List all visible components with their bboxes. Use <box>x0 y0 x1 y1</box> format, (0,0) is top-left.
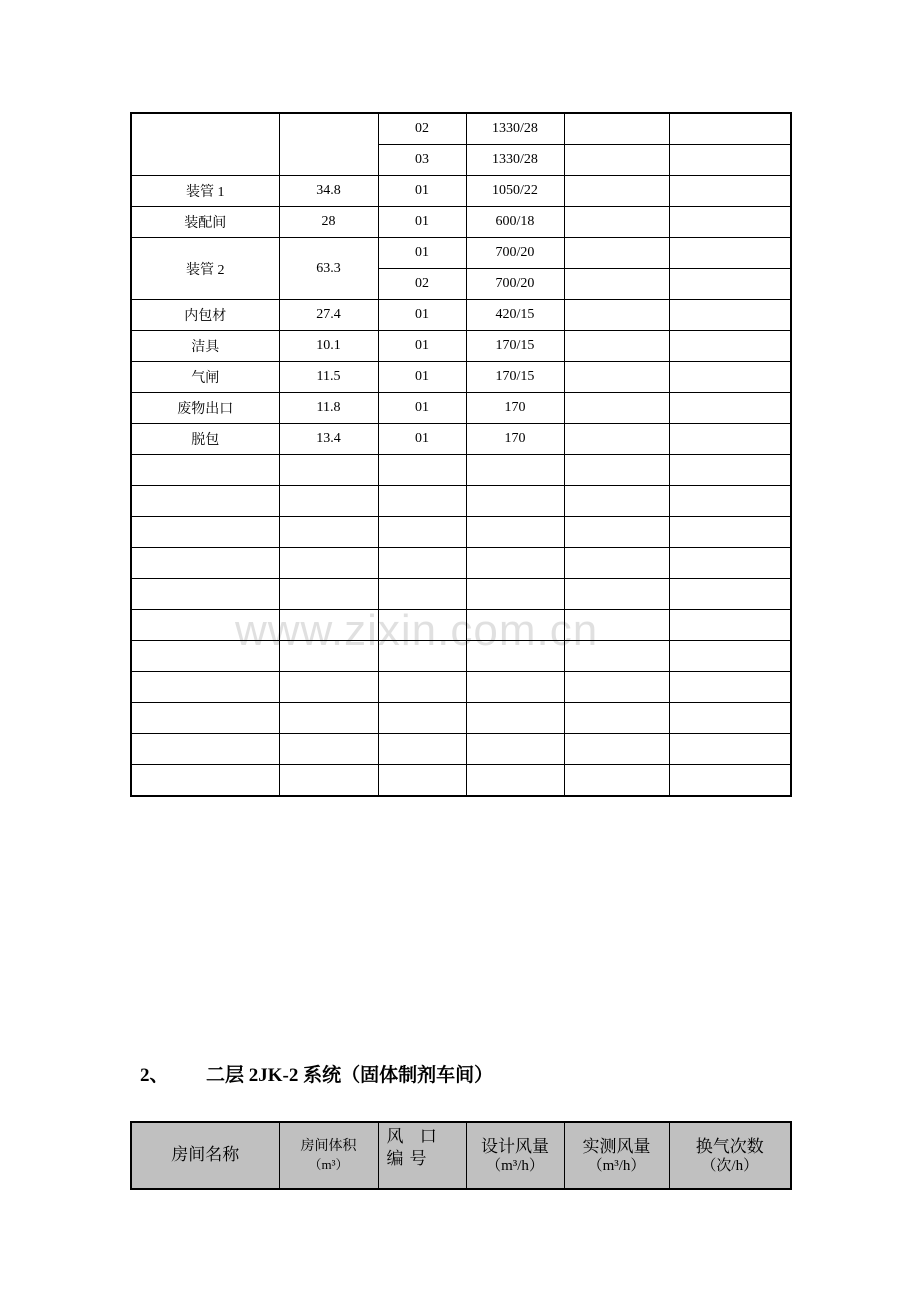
room-volume-cell: 10.1 <box>279 331 378 362</box>
measured-airflow-cell <box>564 269 669 300</box>
empty-cell <box>378 765 466 797</box>
air-changes-cell <box>669 331 791 362</box>
design-airflow-cell: 170/15 <box>466 331 564 362</box>
air-changes-cell <box>669 113 791 145</box>
room-name-cell: 装管 1 <box>131 176 279 207</box>
empty-cell <box>279 548 378 579</box>
table-row <box>131 331 791 362</box>
empty-cell <box>279 672 378 703</box>
empty-cell <box>466 517 564 548</box>
empty-cell <box>378 486 466 517</box>
design-airflow-cell: 170 <box>466 393 564 424</box>
air-changes-cell <box>669 362 791 393</box>
empty-cell <box>378 548 466 579</box>
empty-cell <box>466 672 564 703</box>
table-row <box>131 300 791 331</box>
empty-cell <box>564 548 669 579</box>
watermark: www.zixin.com.cn <box>235 606 599 655</box>
room-name-cell: 装管 2 <box>131 238 279 300</box>
room-name-cell: 气闸 <box>131 362 279 393</box>
air-changes-cell <box>669 269 791 300</box>
room-volume-cell: 11.5 <box>279 362 378 393</box>
section-number: 2、 <box>140 1065 169 1086</box>
empty-cell <box>279 641 378 672</box>
empty-cell <box>466 734 564 765</box>
empty-table-row <box>131 765 791 797</box>
section-title: 二层 2JK-2 系统（固体制剂车间） <box>206 1065 494 1086</box>
empty-cell <box>564 610 669 641</box>
empty-cell <box>378 579 466 610</box>
empty-cell <box>378 610 466 641</box>
room-name-cell: 脱包 <box>131 424 279 455</box>
room-volume-cell: 11.8 <box>279 393 378 424</box>
design-airflow-cell: 1050/22 <box>466 176 564 207</box>
section-heading <box>140 1060 493 1087</box>
measured-airflow-cell <box>564 145 669 176</box>
empty-cell <box>669 579 791 610</box>
empty-cell <box>564 455 669 486</box>
empty-cell <box>466 765 564 797</box>
empty-cell <box>378 703 466 734</box>
air-changes-cell <box>669 207 791 238</box>
table-row <box>131 207 791 238</box>
outlet-number-cell: 01 <box>378 331 466 362</box>
room-name-cell: 洁具 <box>131 331 279 362</box>
empty-cell <box>564 672 669 703</box>
empty-table-row <box>131 610 791 641</box>
empty-cell <box>131 486 279 517</box>
measured-airflow-cell <box>564 393 669 424</box>
outlet-number-cell: 01 <box>378 393 466 424</box>
empty-cell <box>279 765 378 797</box>
empty-cell <box>564 486 669 517</box>
design-airflow-cell: 700/20 <box>466 269 564 300</box>
empty-cell <box>279 703 378 734</box>
empty-cell <box>378 641 466 672</box>
measured-airflow-cell <box>564 176 669 207</box>
table-row <box>131 176 791 207</box>
empty-cell <box>466 703 564 734</box>
empty-cell <box>131 672 279 703</box>
empty-cell <box>279 455 378 486</box>
outlet-number-cell: 02 <box>378 269 466 300</box>
empty-cell <box>669 765 791 797</box>
empty-cell <box>378 672 466 703</box>
empty-table-row <box>131 672 791 703</box>
measured-airflow-cell <box>564 113 669 145</box>
empty-cell <box>131 610 279 641</box>
measured-airflow-cell <box>564 424 669 455</box>
empty-cell <box>466 610 564 641</box>
empty-table-row <box>131 548 791 579</box>
table-row <box>131 238 791 269</box>
air-changes-cell <box>669 145 791 176</box>
empty-cell <box>564 765 669 797</box>
air-changes-cell <box>669 300 791 331</box>
air-changes-cell <box>669 393 791 424</box>
empty-cell <box>279 486 378 517</box>
air-changes-cell <box>669 424 791 455</box>
table-row <box>131 424 791 455</box>
room-name-cell: 内包材 <box>131 300 279 331</box>
empty-cell <box>131 579 279 610</box>
empty-cell <box>279 734 378 765</box>
outlet-number-cell: 02 <box>378 113 466 145</box>
outlet-number-cell: 01 <box>378 207 466 238</box>
empty-cell <box>564 517 669 548</box>
table-row <box>131 362 791 393</box>
empty-cell <box>669 703 791 734</box>
empty-cell <box>669 672 791 703</box>
empty-cell <box>669 734 791 765</box>
empty-cell <box>564 641 669 672</box>
header-air-changes: 换气次数 （次/h） <box>669 1122 791 1189</box>
empty-cell <box>466 548 564 579</box>
air-volume-table-continued <box>130 112 792 797</box>
room-name-cell: 废物出口 <box>131 393 279 424</box>
outlet-number-cell: 01 <box>378 424 466 455</box>
empty-cell <box>378 455 466 486</box>
design-airflow-cell: 1330/28 <box>466 145 564 176</box>
design-airflow-cell: 170 <box>466 424 564 455</box>
empty-cell <box>669 641 791 672</box>
outlet-number-cell: 03 <box>378 145 466 176</box>
outlet-number-cell: 01 <box>378 300 466 331</box>
empty-cell <box>131 703 279 734</box>
empty-cell <box>466 641 564 672</box>
empty-cell <box>466 486 564 517</box>
header-measured-airflow: 实测风量 （m³/h） <box>564 1122 669 1189</box>
empty-cell <box>669 455 791 486</box>
room-name-cell <box>131 113 279 176</box>
room-name-cell: 装配间 <box>131 207 279 238</box>
table-row <box>131 113 791 145</box>
header-outlet-number: 风 口 编号 <box>378 1122 466 1189</box>
header-room-name: 房间名称 <box>131 1122 279 1189</box>
empty-cell <box>131 455 279 486</box>
empty-cell <box>131 765 279 797</box>
empty-cell <box>466 579 564 610</box>
measured-airflow-cell <box>564 207 669 238</box>
empty-cell <box>669 486 791 517</box>
empty-table-row <box>131 517 791 548</box>
empty-cell <box>279 610 378 641</box>
empty-table-row <box>131 486 791 517</box>
outlet-number-cell: 01 <box>378 238 466 269</box>
empty-cell <box>279 579 378 610</box>
design-airflow-cell: 600/18 <box>466 207 564 238</box>
empty-cell <box>466 455 564 486</box>
design-airflow-cell: 1330/28 <box>466 113 564 145</box>
header-room-volume: 房间体积 （m³） <box>279 1122 378 1189</box>
empty-cell <box>378 517 466 548</box>
empty-cell <box>669 610 791 641</box>
room-volume-cell <box>279 113 378 176</box>
empty-cell <box>131 548 279 579</box>
empty-cell <box>131 734 279 765</box>
empty-table-row <box>131 455 791 486</box>
empty-cell <box>669 548 791 579</box>
empty-table-row <box>131 703 791 734</box>
measured-airflow-cell <box>564 331 669 362</box>
empty-cell <box>564 579 669 610</box>
table-row <box>131 393 791 424</box>
empty-cell <box>669 517 791 548</box>
measured-airflow-cell <box>564 300 669 331</box>
room-volume-cell: 27.4 <box>279 300 378 331</box>
design-airflow-cell: 170/15 <box>466 362 564 393</box>
outlet-number-cell: 01 <box>378 362 466 393</box>
empty-cell <box>564 734 669 765</box>
empty-cell <box>378 734 466 765</box>
measured-airflow-cell <box>564 362 669 393</box>
empty-cell <box>279 517 378 548</box>
design-airflow-cell: 420/15 <box>466 300 564 331</box>
room-volume-cell: 63.3 <box>279 238 378 300</box>
measured-airflow-cell <box>564 238 669 269</box>
air-changes-cell <box>669 176 791 207</box>
design-airflow-cell: 700/20 <box>466 238 564 269</box>
empty-table-row <box>131 734 791 765</box>
room-volume-cell: 34.8 <box>279 176 378 207</box>
room-volume-cell: 28 <box>279 207 378 238</box>
outlet-number-cell: 01 <box>378 176 466 207</box>
empty-cell <box>564 703 669 734</box>
air-volume-table-header <box>130 1121 792 1190</box>
empty-cell <box>131 641 279 672</box>
empty-table-row <box>131 641 791 672</box>
air-changes-cell <box>669 238 791 269</box>
empty-cell <box>131 517 279 548</box>
header-row <box>131 1122 791 1189</box>
empty-table-row <box>131 579 791 610</box>
room-volume-cell: 13.4 <box>279 424 378 455</box>
header-design-airflow: 设计风量 （m³/h） <box>466 1122 564 1189</box>
